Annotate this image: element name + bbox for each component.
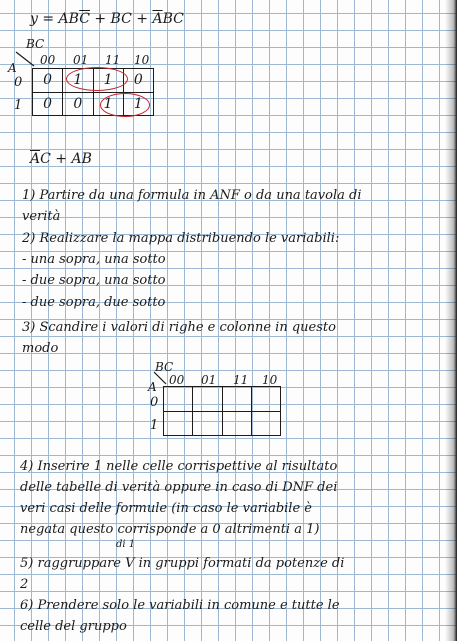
kmap2-row-header-0: 0 bbox=[150, 395, 159, 410]
kmap1-group-ring-top bbox=[66, 67, 128, 91]
kmap1-col-header-0: 00 bbox=[40, 53, 56, 67]
kmap1-cell: 0 bbox=[33, 92, 63, 116]
step3-line1: 3) Scandire i valori di righe e colonne in questo bbox=[22, 320, 336, 335]
kmap1-row-var: A bbox=[8, 61, 17, 75]
kmap1-group-ring-bottom bbox=[100, 93, 150, 117]
kmap2-cell bbox=[193, 411, 222, 436]
kmap2-grid bbox=[163, 386, 281, 436]
step6-line1: 6) Prendere solo le variabili in comune e tutte le bbox=[20, 598, 340, 613]
step3-line2: modo bbox=[22, 341, 59, 356]
kmap1-row-header-1: 1 bbox=[14, 98, 23, 113]
kmap1-col-header-1: 01 bbox=[73, 53, 89, 67]
step5-line2: 2 bbox=[20, 577, 29, 592]
step4-line4: negata questo corrisponde a 0 altrimenti a 1) bbox=[20, 522, 320, 537]
kmap1-col-header-2: 11 bbox=[105, 53, 121, 67]
kmap1-cell: 0 bbox=[123, 69, 153, 93]
step1-line2: verità bbox=[22, 209, 61, 224]
kmap1-result bbox=[30, 152, 92, 166]
step4-line1: 4) Inserire 1 nelle celle corrispettive al risultato bbox=[20, 459, 338, 474]
formula-part-end: BC bbox=[162, 11, 184, 27]
step1-line1: 1) Partire da una formula in ANF o da una tavola di bbox=[22, 188, 362, 203]
kmap2-cell bbox=[222, 387, 251, 412]
result-a-bar: $\overline{A}$ bbox=[30, 151, 41, 167]
step6-line2: celle del gruppo bbox=[20, 619, 127, 634]
kmap1-cell: 1 bbox=[63, 69, 93, 93]
kmap2-cell bbox=[251, 411, 280, 436]
kmap1-cell: 1 bbox=[123, 92, 153, 116]
kmap1-col-var: BC bbox=[26, 37, 45, 51]
page-edge-shadow bbox=[445, 0, 457, 641]
kmap1-row-header-0: 0 bbox=[14, 75, 23, 90]
kmap1-cell: 0 bbox=[33, 69, 63, 93]
step2-line1: 2) Realizzare la mappa distribuendo le variabili: bbox=[22, 231, 340, 246]
kmap2-cell bbox=[193, 387, 222, 412]
formula-line bbox=[30, 12, 184, 26]
kmap1-cell: 1 bbox=[93, 69, 123, 93]
kmap2-col-header-0: 00 bbox=[169, 373, 185, 387]
kmap1-diagonal bbox=[14, 50, 36, 68]
formula-c-bar: $\overline{C}$ bbox=[79, 11, 90, 27]
step4-line2: delle tabelle di verità oppure in caso di DNF dei bbox=[20, 480, 338, 495]
kmap2-diagonal bbox=[152, 370, 168, 386]
kmap2-col-var: BC bbox=[155, 360, 174, 374]
kmap2-row-header-1: 1 bbox=[150, 418, 159, 433]
step5-line1: 5) raggruppare V in gruppi formati da potenze di bbox=[20, 556, 345, 571]
kmap2-col-header-2: 11 bbox=[233, 373, 249, 387]
step2-option-3: - due sopra, due sotto bbox=[22, 295, 166, 310]
kmap2-col-header-3: 10 bbox=[262, 373, 278, 387]
step4-line3: veri casi delle formule (in caso le variabile è bbox=[20, 501, 312, 516]
kmap2-cell bbox=[251, 387, 280, 412]
kmap2-cell bbox=[164, 411, 193, 436]
formula-part-bc: + BC + bbox=[94, 11, 148, 27]
kmap2-row-1 bbox=[164, 411, 281, 436]
kmap1-cell: 1 bbox=[93, 92, 123, 116]
kmap1-cell: 0 bbox=[63, 92, 93, 116]
kmap2-cell bbox=[222, 411, 251, 436]
kmap2-row-var: A bbox=[148, 380, 157, 394]
result-rest: C + AB bbox=[40, 151, 92, 167]
step2-option-2: - due sopra, una sotto bbox=[22, 273, 166, 288]
formula-a-bar: $\overline{A}$ bbox=[152, 11, 163, 27]
kmap2-cell bbox=[164, 387, 193, 412]
step2-option-1: - una sopra, una sotto bbox=[22, 252, 166, 267]
kmap1-col-header-3: 10 bbox=[134, 53, 150, 67]
formula-part-y: y = AB bbox=[30, 11, 80, 27]
kmap2-row-0 bbox=[164, 387, 281, 412]
step5-annotation: di 1 bbox=[116, 539, 136, 550]
kmap2-col-header-1: 01 bbox=[201, 373, 217, 387]
